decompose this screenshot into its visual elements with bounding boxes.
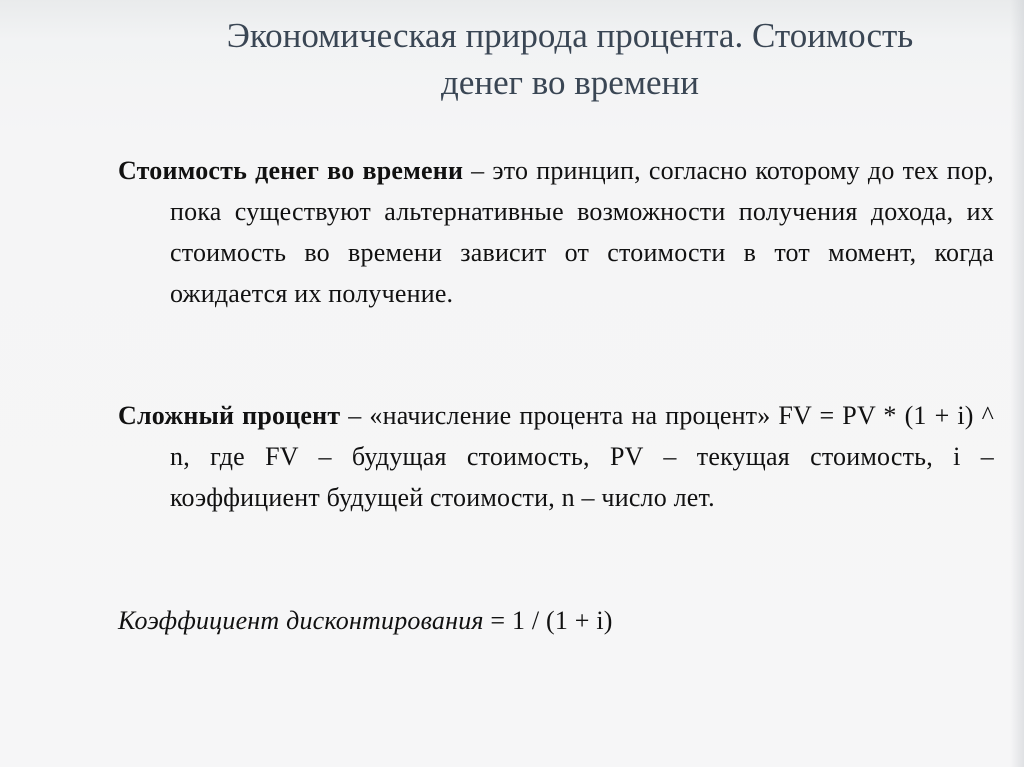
definition-time-value-of-money: – это принцип, согласно которому до тех пор, пока существуют альтернативные возможности получения дохода, их стоимость во времени зависит от стоимости в тот момент, когда ожидается их получение. — [170, 156, 994, 308]
term-time-value-of-money: Стоимость денег во времени — [118, 156, 464, 185]
term-compound-interest: Сложный процент — [118, 401, 341, 430]
definition-compound-interest: – «начисление процента на процент» FV = PV * (1 + i) ^ n, где FV – будущая стоимость, PV – текущая стоимость, i – коэффициент будущей стоимости, n – число лет. — [170, 401, 995, 512]
slide-title-line-1: Экономическая природа процента. Стоимость — [226, 16, 914, 55]
slide-title — [120, 12, 1020, 106]
formula-discount-factor: = 1 / (1 + i) — [483, 606, 613, 635]
term-discount-factor: Коэффициент дисконтирования — [118, 606, 484, 635]
slide-title-line-2: денег во времени — [441, 63, 699, 102]
page-edge-shadow — [1010, 0, 1024, 767]
paragraph-time-value-of-money — [118, 150, 994, 314]
paragraph-compound-interest — [118, 395, 994, 518]
paragraph-discount-factor — [118, 600, 994, 641]
